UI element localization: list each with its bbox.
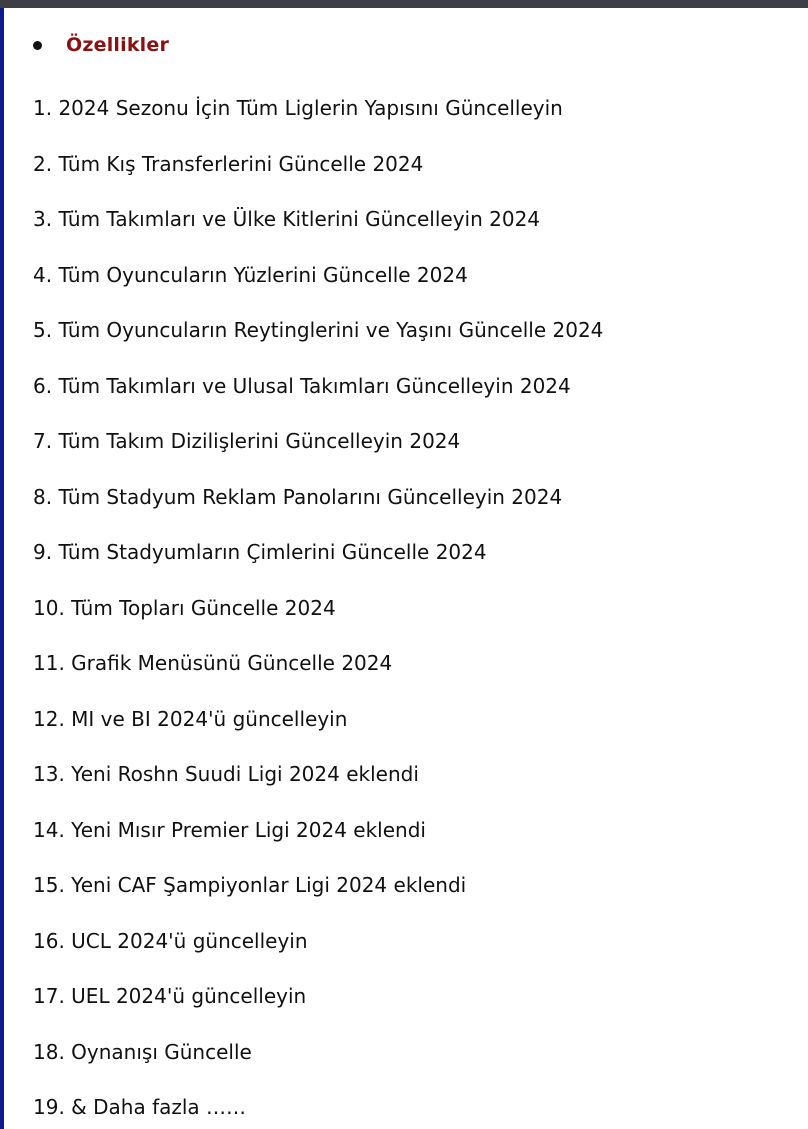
feature-item: 18. Oynanışı Güncelle [33,1039,252,1064]
feature-item: 5. Tüm Oyuncuların Reytinglerini ve Yaşını Güncelle 2024 [33,318,604,342]
feature-item: 13. Yeni Roshn Suudi Ligi 2024 eklendi [33,762,419,786]
section-heading: Özellikler [66,34,170,56]
feature-item: 17. UEL 2024'ü güncelleyin [33,984,307,1008]
feature-item: 14. Yeni Mısır Premier Ligi 2024 eklendi [33,817,426,842]
bullet-icon [33,41,42,50]
feature-item: 8. Tüm Stadyum Reklam Panolarını Güncelleyin 2024 [33,484,563,509]
feature-item: 2. Tüm Kış Transferlerini Güncelle 2024 [33,151,424,176]
feature-item: 10. Tüm Topları Güncelle 2024 [33,595,336,620]
feature-item: 7. Tüm Takım Dizilişlerini Güncelleyin 2024 [33,429,461,453]
feature-list [33,93,603,1129]
feature-item: 3. Tüm Takımları ve Ülke Kitlerini Güncelleyin 2024 [33,207,541,231]
feature-item: 19. & Daha fazla …… [33,1095,247,1119]
left-border [0,8,4,1129]
feature-item: 12. MI ve BI 2024'ü güncelleyin [33,706,348,731]
feature-item: 15. Yeni CAF Şampiyonlar Ligi 2024 eklendi [33,873,467,897]
feature-item: 6. Tüm Takımları ve Ulusal Takımları Güncelleyin 2024 [33,373,571,398]
top-bar [0,0,808,8]
feature-item: 4. Tüm Oyuncuların Yüzlerini Güncelle 2024 [33,262,468,287]
section-heading-row [32,30,169,60]
feature-item: 11. Grafik Menüsünü Güncelle 2024 [33,651,393,675]
feature-item: 9. Tüm Stadyumların Çimlerini Güncelle 2024 [33,540,487,564]
feature-item: 16. UCL 2024'ü güncelleyin [33,928,308,953]
feature-item: 1. 2024 Sezonu İçin Tüm Liglerin Yapısını Güncelleyin [33,96,563,120]
